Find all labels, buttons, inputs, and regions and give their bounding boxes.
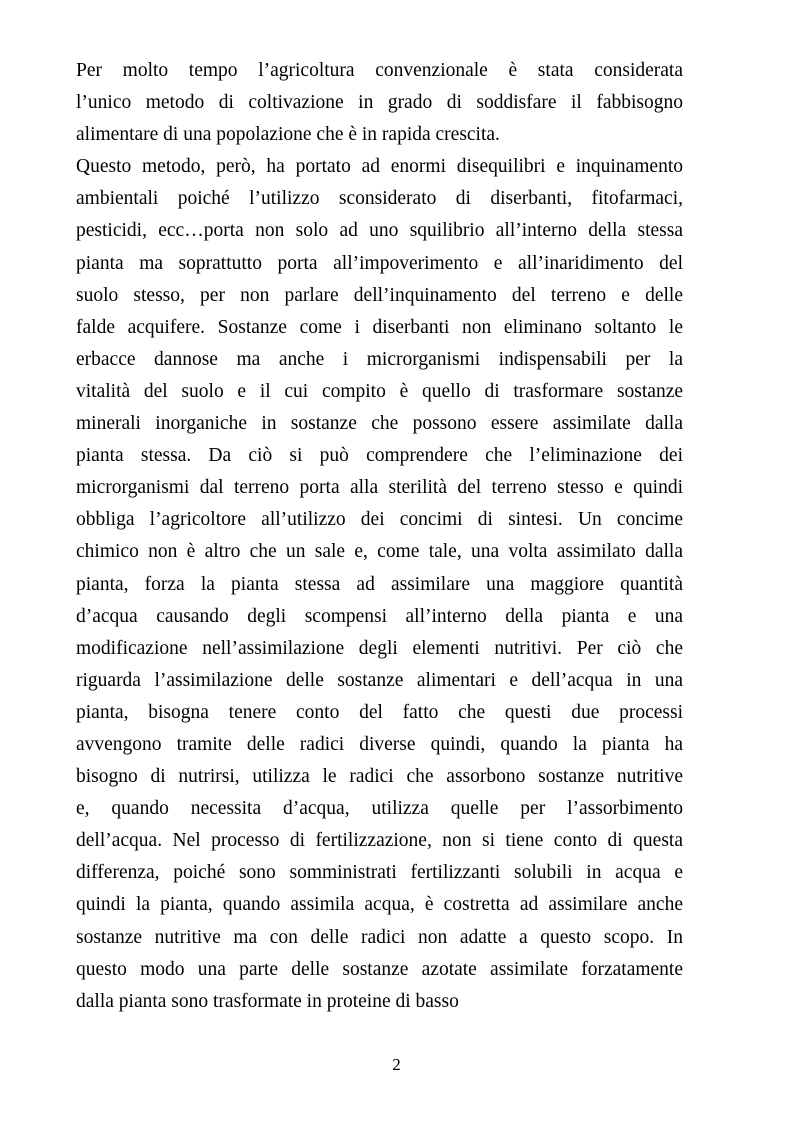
text-line: avvengono tramite delle radici diverse quindi, quando la pianta ha [76,733,683,755]
text-line: falde acquifere. Sostanze come i diserbanti non eliminano soltanto le [76,316,683,338]
text-line: e, quando necessita d’acqua, utilizza quelle per l’assorbimento [76,798,683,820]
text-line: alimentare di una popolazione che è in rapida crescita. [76,124,500,146]
text-line: questo modo una parte delle sostanze azotate assimilate forzatamente [76,958,683,980]
text-line: Per molto tempo l’agricoltura convenzionale è stata considerata [76,60,683,81]
text-line: vitalità del suolo e il cui compito è quello di trasformare sostanze [76,380,683,402]
text-line: dalla pianta sono trasformate in proteine di basso [76,990,459,1012]
text-line: chimico non è altro che un sale e, come tale, una volta assimilato dalla [76,541,683,563]
text-line: pianta stessa. Da ciò si può comprendere che l’eliminazione dei [76,445,683,467]
text-line: quindi la pianta, quando assimila acqua, è costretta ad assimilare anche [76,894,683,916]
text-line: obbliga l’agricoltore all’utilizzo dei concimi di sintesi. Un concime [76,509,683,531]
text-line: l’unico metodo di coltivazione in grado di soddisfare il fabbisogno [76,92,683,114]
text-line: modificazione nell’assimilazione degli elementi nutritivi. Per ciò che [76,637,683,659]
text-line: differenza, poiché sono somministrati fertilizzanti solubili in acqua e [76,862,683,884]
body-paragraphs [76,55,683,1018]
text-line: minerali inorganiche in sostanze che possono essere assimilate dalla [76,413,683,435]
text-line: microrganismi dal terreno porta alla sterilità del terreno stesso e quindi [76,477,683,499]
text-line: ambientali poiché l’utilizzo sconsiderato di diserbanti, fitofarmaci, [76,188,683,210]
page-number: 2 [392,1055,401,1074]
text-line: pianta ma soprattutto porta all’impoverimento e all’inaridimento del [76,252,683,274]
text-line: d’acqua causando degli scompensi all’interno della pianta e una [76,605,683,627]
text-line: bisogno di nutrirsi, utilizza le radici che assorbono sostanze nutritive [76,766,683,788]
text-line: riguarda l’assimilazione delle sostanze alimentari e dell’acqua in una [76,669,683,691]
text-line: pesticidi, ecc…porta non solo ad uno squilibrio all’interno della stessa [76,220,683,242]
text-line: pianta, forza la pianta stessa ad assimilare una maggiore quantità [76,573,683,595]
text-line: Questo metodo, però, ha portato ad enormi disequilibri e inquinamento [76,156,683,178]
text-line: suolo stesso, per non parlare dell’inquinamento del terreno e delle [76,284,683,306]
text-line: dell’acqua. Nel processo di fertilizzazione, non si tiene conto di questa [76,830,683,852]
text-line: erbacce dannose ma anche i microrganismi indispensabili per la [76,348,683,370]
text-line: sostanze nutritive ma con delle radici non adatte a questo scopo. In [76,926,683,948]
text-line: pianta, bisogna tenere conto del fatto che questi due processi [76,701,683,723]
